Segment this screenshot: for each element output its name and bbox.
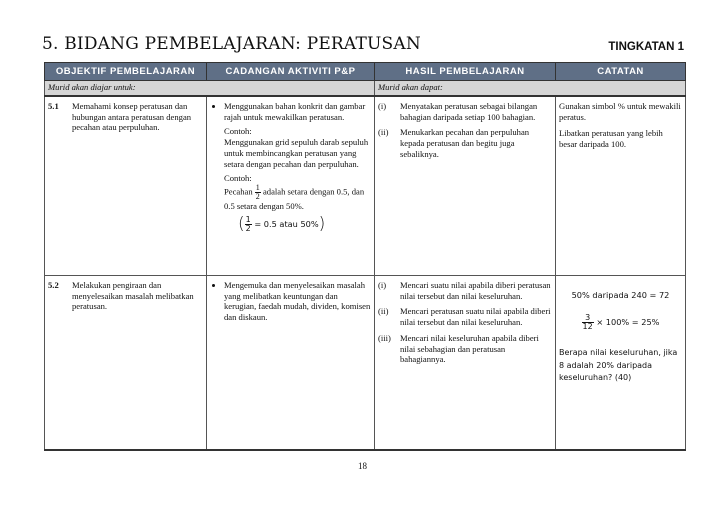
- col-header-catatan: CATATAN: [556, 63, 686, 81]
- outcome-cell: [375, 276, 556, 451]
- outcome-cell: [375, 96, 556, 276]
- header-row: [45, 63, 686, 81]
- outcome-item: [378, 280, 552, 301]
- outcome-text: Mencari suatu nilai apabila diberi peratusan nilai tersebut dan nilai keseluruhan.: [400, 280, 551, 301]
- outcome-number: (ii): [378, 306, 389, 317]
- outcome-text: Menukarkan pecahan dan perpuluhan kepada peratusan dan begitu juga sebaliknya.: [400, 127, 530, 159]
- page-number: 18: [358, 461, 367, 471]
- outcome-number: (i): [378, 101, 387, 111]
- fraction-denominator: 2: [255, 192, 260, 202]
- objective-cell: [45, 276, 207, 451]
- fraction: [582, 314, 594, 331]
- fraction: [255, 184, 261, 201]
- fraction-numerator: 3: [582, 314, 594, 323]
- formula-rest: = 0.5 atau 50%: [254, 219, 319, 229]
- outcome-item: [378, 306, 552, 327]
- outcome-text: Menyatakan peratusan sebagai bilangan bahagian daripada setiap 100 bahagian.: [400, 101, 538, 122]
- objective-text: Memahami konsep peratusan dan hubungan antara peratusan dengan pecahan atau perpuluhan.: [72, 101, 192, 133]
- note-formula: 50% daripada 240 = 72: [571, 290, 670, 300]
- subheader-right: Murid akan dapat:: [375, 81, 686, 97]
- example-label: Contoh:: [224, 173, 252, 184]
- example-post: adalah setara dengan 0.5, dan 0.5 setara dengan 50%.: [224, 186, 365, 212]
- table-row: [45, 96, 686, 276]
- note-text: Libatkan peratusan yang lebih besar daripada 100.: [559, 128, 663, 150]
- grade-label: TINGKATAN 1: [608, 41, 684, 53]
- example-label: Contoh:: [224, 126, 252, 137]
- fraction-numerator: 1: [255, 183, 260, 193]
- example-text: Menggunakan grid sepuluh darab sepuluh untuk membincangkan peratusan yang setara dengan pecahan dan perpuluhan.: [224, 137, 369, 169]
- note-cell: [556, 276, 686, 451]
- example-text: [224, 184, 371, 212]
- note-question: Berapa nilai keseluruhan, jika 8 adalah 20% daripada keseluruhan? (40): [559, 348, 678, 383]
- fraction-numerator: 1: [245, 215, 251, 224]
- objective-number: 5.1: [48, 101, 59, 111]
- outcome-text: Mencari peratusan suatu nilai apabila diberi nilai tersebut dan nilai keseluruhan.: [400, 306, 551, 328]
- objective-number: 5.2: [48, 280, 59, 290]
- objective-text: Melakukan pengiraan dan menyelesaikan masalah melibatkan peratusan.: [72, 280, 194, 312]
- activity-bullet: • Mengemuka dan menyelesaikan masalah yang melibatkan keuntungan dan kerugian, faedah mudah, dividen, komisen dan diskaun.: [224, 280, 371, 323]
- outcome-item: [378, 101, 552, 122]
- table-row: [45, 276, 686, 451]
- outcome-number: (ii): [378, 127, 389, 138]
- fraction: [245, 216, 252, 233]
- formula-rest: × 100% = 25%: [596, 317, 660, 328]
- curriculum-table: [44, 62, 686, 451]
- example-pre: Pecahan: [224, 186, 253, 197]
- outcome-item: [378, 333, 552, 365]
- activity-cell: [207, 276, 375, 451]
- fraction-denominator: 12: [582, 322, 593, 332]
- curriculum-table-wrapper: [44, 62, 685, 451]
- col-header-hasil: HASIL PEMBELAJARAN: [375, 63, 556, 81]
- activity-cell: [207, 96, 375, 276]
- col-header-objektif: OBJEKTIF PEMBELAJARAN: [45, 63, 207, 81]
- page-title: 5. BIDANG PEMBELAJARAN: PERATUSAN: [42, 34, 421, 54]
- note-formula: [559, 314, 682, 331]
- note-cell: [556, 96, 686, 276]
- outcome-number: (iii): [378, 332, 391, 343]
- outcome-text: Mencari nilai keseluruhan apabila diberi nilai sebahagian dan peratusan bahagiannya.: [400, 332, 539, 365]
- note-text: Gunakan simbol % untuk mewakili peratus.: [559, 101, 681, 122]
- outcome-number: (i): [378, 280, 387, 290]
- col-header-aktiviti: CADANGAN AKTIVITI P&P: [207, 63, 375, 81]
- subheader-left: Murid akan diajar untuk:: [45, 81, 375, 97]
- objective-cell: [45, 96, 207, 276]
- example-formula: ( $\frac{1}{2}$ = 0.5 atau 50%): [238, 213, 326, 234]
- subheader-row: [45, 81, 686, 97]
- outcome-item: [378, 127, 552, 159]
- activity-bullet: • Menggunakan bahan konkrit dan gambar rajah untuk mewakilkan peratusan.: [224, 101, 371, 122]
- fraction-denominator: 2: [245, 224, 251, 233]
